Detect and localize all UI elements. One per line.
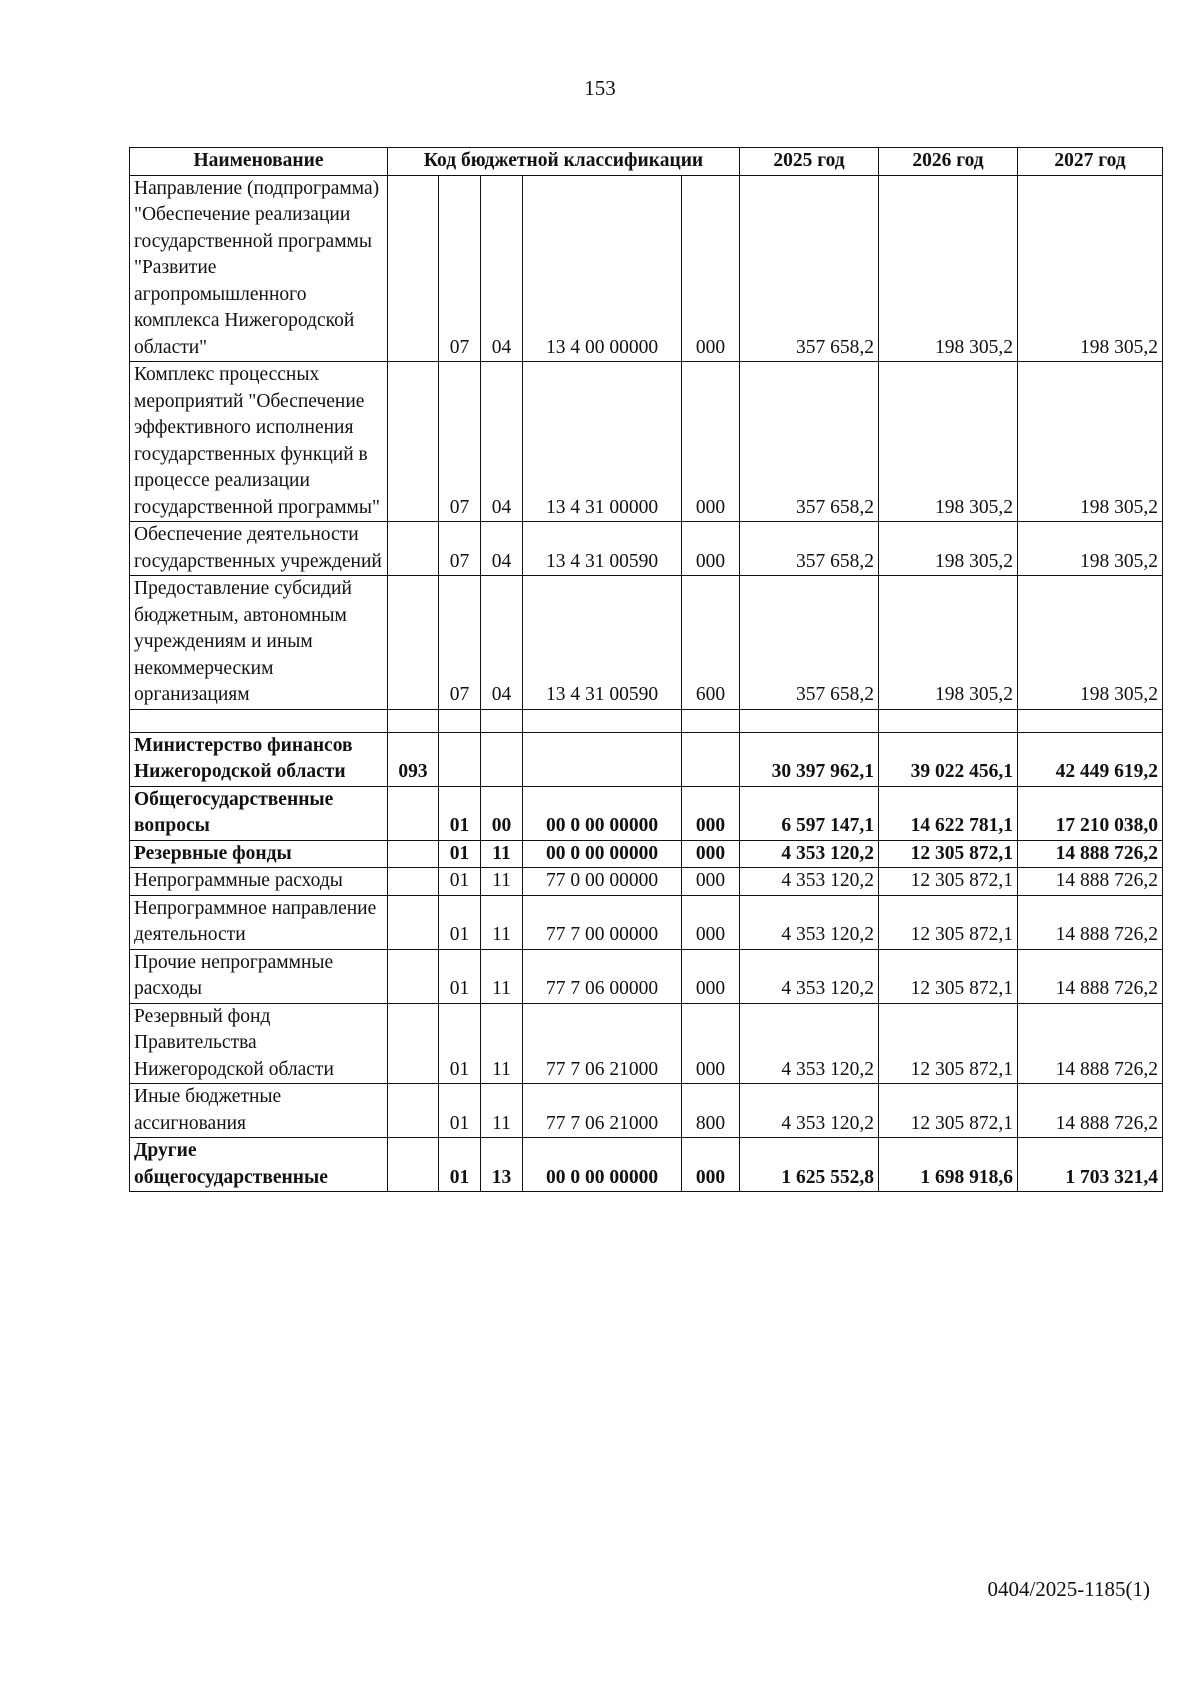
table-row <box>130 1138 1163 1192</box>
row-razdel: 07 <box>439 175 481 362</box>
row-razdel: 01 <box>439 1003 481 1084</box>
row-razdel: 01 <box>439 786 481 840</box>
row-tselevaya: 77 7 00 00000 <box>523 895 682 949</box>
row-2027: 42 449 619,2 <box>1018 732 1163 786</box>
row-podrazdel: 11 <box>481 1084 523 1138</box>
row-vedomstvo: 093 <box>388 732 439 786</box>
row-razdel: 01 <box>439 1084 481 1138</box>
row-vedomstvo <box>388 868 439 896</box>
row-2027: 14 888 726,2 <box>1018 868 1163 896</box>
row-vedomstvo <box>388 522 439 576</box>
page-number: 153 <box>584 76 616 100</box>
row-2027: 1 703 321,4 <box>1018 1138 1163 1192</box>
row-vid: 000 <box>682 895 740 949</box>
row-2027: 14 888 726,2 <box>1018 1084 1163 1138</box>
table-row <box>130 175 1163 362</box>
row-name: Непрограммные расходы <box>130 868 388 896</box>
row-name: Непрограммное направление деятельности <box>130 895 388 949</box>
table-row <box>130 949 1163 1003</box>
row-2026: 14 622 781,1 <box>879 786 1018 840</box>
table-row <box>130 576 1163 710</box>
row-name: Предоставление субсидий бюджетным, автономным учреждениям и иным некоммерческим организациям <box>130 576 388 710</box>
row-razdel <box>439 709 481 732</box>
row-tselevaya: 13 4 31 00590 <box>523 576 682 710</box>
row-tselevaya: 77 7 06 21000 <box>523 1084 682 1138</box>
row-podrazdel: 04 <box>481 576 523 710</box>
row-2025: 4 353 120,2 <box>740 895 879 949</box>
row-2025: 357 658,2 <box>740 522 879 576</box>
table-row <box>130 868 1163 896</box>
row-razdel: 01 <box>439 949 481 1003</box>
row-tselevaya: 00 0 00 00000 <box>523 840 682 868</box>
row-vid: 000 <box>682 868 740 896</box>
row-podrazdel: 11 <box>481 895 523 949</box>
table-row <box>130 732 1163 786</box>
row-tselevaya: 00 0 00 00000 <box>523 786 682 840</box>
row-vid: 000 <box>682 949 740 1003</box>
row-2025: 4 353 120,2 <box>740 868 879 896</box>
row-tselevaya: 13 4 00 00000 <box>523 175 682 362</box>
row-name: Министерство финансов Нижегородской области <box>130 732 388 786</box>
row-2025: 6 597 147,1 <box>740 786 879 840</box>
row-name: Направление (подпрограмма) "Обеспечение реализации государственной программы "Развитие агропромышленного комплекса Нижегородской области" <box>130 175 388 362</box>
row-podrazdel: 00 <box>481 786 523 840</box>
row-podrazdel <box>481 732 523 786</box>
budget-table <box>129 147 1163 1192</box>
row-razdel: 01 <box>439 868 481 896</box>
row-2027: 198 305,2 <box>1018 362 1163 522</box>
row-razdel <box>439 732 481 786</box>
row-2025: 357 658,2 <box>740 175 879 362</box>
row-name: Обеспечение деятельности государственных учреждений <box>130 522 388 576</box>
row-podrazdel: 13 <box>481 1138 523 1192</box>
row-2026: 198 305,2 <box>879 576 1018 710</box>
row-name: Иные бюджетные ассигнования <box>130 1084 388 1138</box>
table-row <box>130 1003 1163 1084</box>
row-2026: 12 305 872,1 <box>879 868 1018 896</box>
header-row <box>130 148 1163 176</box>
row-vid <box>682 732 740 786</box>
row-2026: 198 305,2 <box>879 522 1018 576</box>
row-podrazdel: 04 <box>481 362 523 522</box>
row-2026: 12 305 872,1 <box>879 840 1018 868</box>
row-vedomstvo <box>388 362 439 522</box>
row-razdel: 07 <box>439 362 481 522</box>
row-2025: 30 397 962,1 <box>740 732 879 786</box>
row-vid: 000 <box>682 175 740 362</box>
row-podrazdel: 04 <box>481 175 523 362</box>
row-2026: 1 698 918,6 <box>879 1138 1018 1192</box>
row-razdel: 01 <box>439 895 481 949</box>
row-vedomstvo <box>388 786 439 840</box>
row-tselevaya: 13 4 31 00000 <box>523 362 682 522</box>
row-2026: 198 305,2 <box>879 362 1018 522</box>
header-2027: 2027 год <box>1018 148 1163 176</box>
row-2026: 12 305 872,1 <box>879 1084 1018 1138</box>
document-code: 0404/2025-1185(1) <box>987 1577 1150 1601</box>
row-vid: 000 <box>682 522 740 576</box>
row-podrazdel: 11 <box>481 868 523 896</box>
row-tselevaya: 77 0 00 00000 <box>523 868 682 896</box>
header-2026: 2026 год <box>879 148 1018 176</box>
row-vid: 000 <box>682 840 740 868</box>
row-vid: 000 <box>682 362 740 522</box>
row-name <box>130 709 388 732</box>
row-2027: 198 305,2 <box>1018 175 1163 362</box>
row-tselevaya: 77 7 06 00000 <box>523 949 682 1003</box>
row-vedomstvo <box>388 709 439 732</box>
row-vid: 000 <box>682 1138 740 1192</box>
row-vedomstvo <box>388 949 439 1003</box>
row-vedomstvo <box>388 1003 439 1084</box>
row-2026: 12 305 872,1 <box>879 949 1018 1003</box>
row-razdel: 01 <box>439 1138 481 1192</box>
row-vedomstvo <box>388 1138 439 1192</box>
row-razdel: 07 <box>439 576 481 710</box>
row-name: Резервные фонды <box>130 840 388 868</box>
row-2027: 17 210 038,0 <box>1018 786 1163 840</box>
row-2025: 4 353 120,2 <box>740 1084 879 1138</box>
row-name: Общегосударственные вопросы <box>130 786 388 840</box>
table-row <box>130 362 1163 522</box>
row-vid: 000 <box>682 786 740 840</box>
row-vid: 800 <box>682 1084 740 1138</box>
header-name: Наименование <box>130 148 388 176</box>
row-2025 <box>740 709 879 732</box>
row-tselevaya: 77 7 06 21000 <box>523 1003 682 1084</box>
table-row <box>130 1084 1163 1138</box>
row-2025: 1 625 552,8 <box>740 1138 879 1192</box>
row-2025: 357 658,2 <box>740 576 879 710</box>
row-razdel: 07 <box>439 522 481 576</box>
header-2025: 2025 год <box>740 148 879 176</box>
row-2025: 4 353 120,2 <box>740 949 879 1003</box>
row-podrazdel: 11 <box>481 840 523 868</box>
row-tselevaya: 00 0 00 00000 <box>523 1138 682 1192</box>
row-2027: 198 305,2 <box>1018 522 1163 576</box>
row-2025: 4 353 120,2 <box>740 840 879 868</box>
row-2027: 14 888 726,2 <box>1018 895 1163 949</box>
row-2025: 4 353 120,2 <box>740 1003 879 1084</box>
row-vedomstvo <box>388 895 439 949</box>
row-podrazdel: 11 <box>481 949 523 1003</box>
row-vid: 600 <box>682 576 740 710</box>
row-podrazdel: 11 <box>481 1003 523 1084</box>
row-2026 <box>879 709 1018 732</box>
row-podrazdel: 04 <box>481 522 523 576</box>
row-vedomstvo <box>388 1084 439 1138</box>
table-row <box>130 786 1163 840</box>
row-name: Прочие непрограммные расходы <box>130 949 388 1003</box>
row-2026: 12 305 872,1 <box>879 895 1018 949</box>
row-vedomstvo <box>388 175 439 362</box>
row-2027: 14 888 726,2 <box>1018 1003 1163 1084</box>
row-2027 <box>1018 709 1163 732</box>
row-tselevaya: 13 4 31 00590 <box>523 522 682 576</box>
table-row-empty <box>130 709 1163 732</box>
row-podrazdel <box>481 709 523 732</box>
row-razdel: 01 <box>439 840 481 868</box>
row-2026: 12 305 872,1 <box>879 1003 1018 1084</box>
row-2026: 39 022 456,1 <box>879 732 1018 786</box>
header-code: Код бюджетной классификации <box>388 148 740 176</box>
table-row <box>130 522 1163 576</box>
row-2027: 14 888 726,2 <box>1018 949 1163 1003</box>
row-vid <box>682 709 740 732</box>
row-tselevaya <box>523 732 682 786</box>
row-vid: 000 <box>682 1003 740 1084</box>
row-vedomstvo <box>388 576 439 710</box>
row-2025: 357 658,2 <box>740 362 879 522</box>
row-2027: 198 305,2 <box>1018 576 1163 710</box>
row-name: Другие общегосударственные <box>130 1138 388 1192</box>
table-row <box>130 840 1163 868</box>
table-row <box>130 895 1163 949</box>
row-2027: 14 888 726,2 <box>1018 840 1163 868</box>
row-name: Комплекс процессных мероприятий "Обеспечение эффективного исполнения государственных функций в процессе реализации государственной программы" <box>130 362 388 522</box>
row-vedomstvo <box>388 840 439 868</box>
row-name: Резервный фонд Правительства Нижегородской области <box>130 1003 388 1084</box>
row-tselevaya <box>523 709 682 732</box>
row-2026: 198 305,2 <box>879 175 1018 362</box>
